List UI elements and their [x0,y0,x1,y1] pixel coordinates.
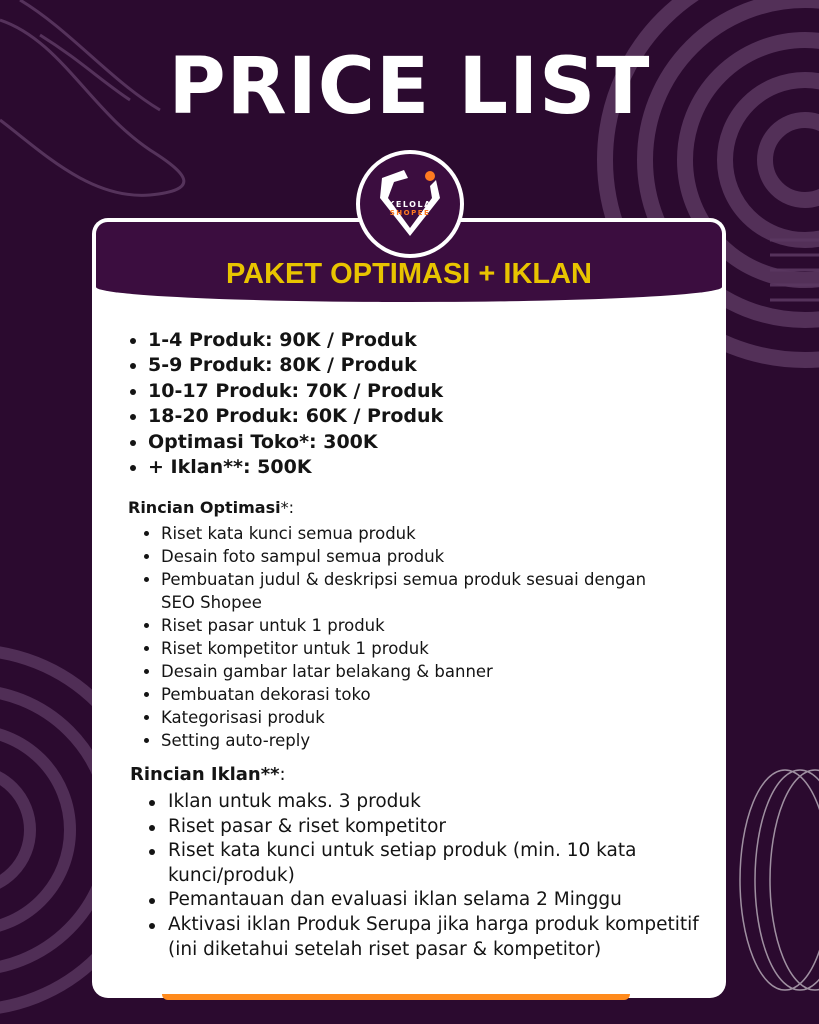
iklan-title-suffix: : [279,764,286,785]
iklan-item: Iklan untuk maks. 3 produk [144,790,704,815]
price-item: + Iklan**: 500K [128,455,443,480]
iklan-title-text: Rincian Iklan** [130,764,280,785]
iklan-section-title [130,764,286,785]
optimasi-item: Setting auto-reply [140,729,680,752]
price-item: 5-9 Produk: 80K / Produk [128,353,443,378]
price-item: 18-20 Produk: 60K / Produk [128,404,443,429]
price-item: Optimasi Toko*: 300K [128,430,443,455]
logo-text-shopee: SHOPEE [389,209,431,217]
kelola-shopee-logo [356,150,464,258]
logo-text-kelola: KELOLA [388,200,432,209]
iklan-item: Riset pasar & riset kompetitor [144,815,704,840]
optimasi-item: Pembuatan judul & deskripsi semua produk sesuai dengan SEO Shopee [140,568,680,614]
optimasi-list [140,522,680,752]
package-title: PAKET OPTIMASI + IKLAN [225,258,592,290]
price-item: 10-17 Produk: 70K / Produk [128,379,443,404]
price-item: 1-4 Produk: 90K / Produk [128,328,443,353]
card-accent-strip [162,994,630,1000]
optimasi-title-suffix: *: [280,498,294,517]
optimasi-item: Desain gambar latar belakang & banner [140,660,680,683]
optimasi-item: Riset kata kunci semua produk [140,522,680,545]
optimasi-item: Desain foto sampul semua produk [140,545,680,568]
optimasi-item: Pembuatan dekorasi toko [140,683,680,706]
page-title: PRICE LIST [168,42,651,132]
iklan-list [144,790,704,962]
optimasi-item: Kategorisasi produk [140,706,680,729]
optimasi-item: Riset pasar untuk 1 produk [140,614,680,637]
iklan-item: Aktivasi iklan Produk Serupa jika harga produk kompetitif (ini diketahui setelah riset pasar & kompetitor) [144,913,704,962]
iklan-item: Pemantauan dan evaluasi iklan selama 2 Minggu [144,888,704,913]
optimasi-section-title [128,498,294,517]
price-list [128,328,443,480]
iklan-item: Riset kata kunci untuk setiap produk (min. 10 kata kunci/produk) [144,839,704,888]
optimasi-item: Riset kompetitor untuk 1 produk [140,637,680,660]
optimasi-title-text: Rincian Optimasi [128,498,281,517]
